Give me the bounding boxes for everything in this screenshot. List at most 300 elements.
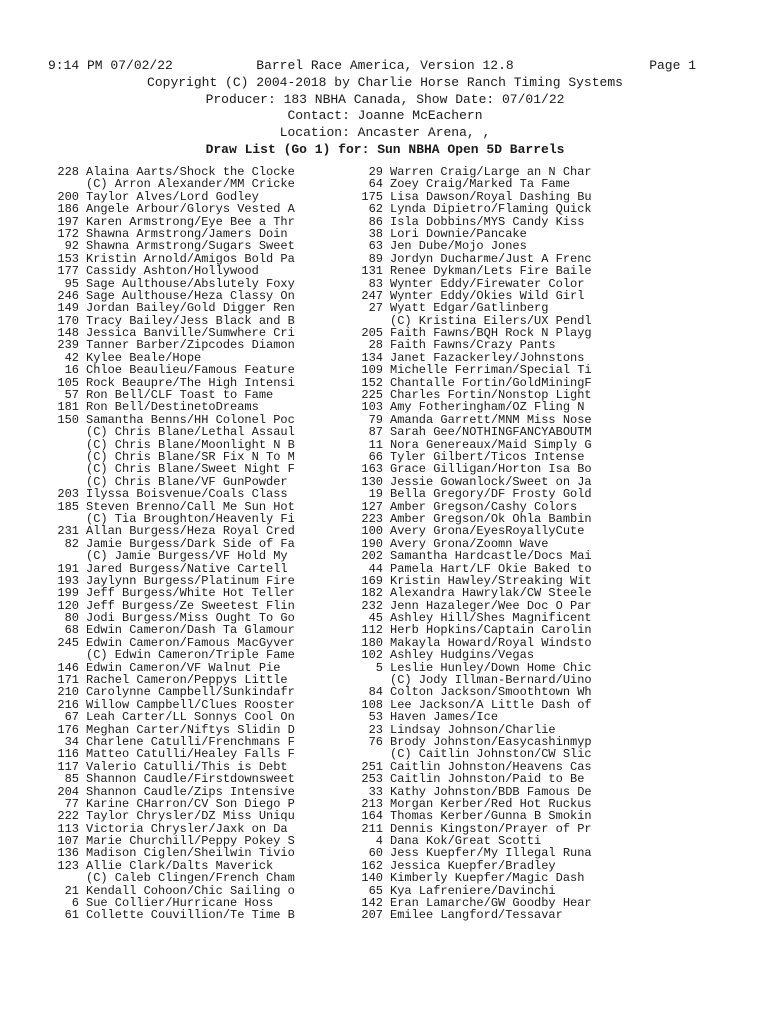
rider-horse: Dennis Kingston/Prayer of Pr <box>390 822 592 836</box>
draw-number: 207 <box>361 908 383 923</box>
draw-number: 163 <box>361 462 383 477</box>
draw-number: 86 <box>368 214 383 229</box>
draw-number: 150 <box>57 412 79 427</box>
draw-number <box>50 463 79 475</box>
draw-number: 33 <box>368 784 383 799</box>
rider-horse: Caitlin Johnston/Paid to Be <box>390 773 585 786</box>
rider-horse: Michelle Ferriman/Special Ti <box>390 364 592 377</box>
draw-entry <box>354 426 684 438</box>
draw-entry <box>354 191 684 203</box>
draw-number: 112 <box>361 623 383 638</box>
rider-horse: (C) Chris Blane/Sweet Night F <box>86 463 295 476</box>
draw-number: 228 <box>57 165 79 179</box>
draw-entry <box>50 860 380 872</box>
draw-number: 16 <box>64 363 79 378</box>
draw-entry <box>354 773 684 785</box>
draw-entry <box>354 662 684 674</box>
rider-horse: Sage Aulthouse/Heza Classy On <box>86 289 295 303</box>
draw-entry <box>50 823 380 835</box>
draw-list-left-column <box>50 166 380 922</box>
rider-horse: (C) Kristina Eilers/UX Pendl <box>390 314 592 328</box>
rider-horse: Jaylynn Burgess/Platinum Fire <box>86 574 295 588</box>
draw-number: 53 <box>368 710 383 725</box>
rider-horse: Sue Collier/Hurricane Hoss <box>86 897 274 910</box>
rider-horse: (C) Arron Alexander/MM Cricke <box>86 178 295 191</box>
draw-entry <box>354 339 684 351</box>
draw-entry <box>354 575 684 587</box>
draw-entry <box>354 699 684 711</box>
draw-entry <box>354 463 684 475</box>
rider-horse: Valerio Catulli/This is Debt <box>86 760 288 774</box>
draw-entry <box>50 909 380 921</box>
rider-horse: Allie Clark/Dalts Maverick <box>86 859 274 873</box>
draw-number: 247 <box>361 288 383 303</box>
draw-entry <box>50 525 380 537</box>
draw-entry <box>50 352 380 364</box>
draw-number: 225 <box>361 388 383 403</box>
rider-horse: Edwin Cameron/VF Walnut Pie <box>86 661 281 675</box>
draw-number: 180 <box>361 635 383 650</box>
rider-horse: Leslie Hunley/Down Home Chic <box>390 661 592 675</box>
rider-horse: Lori Downie/Pancake <box>390 227 527 241</box>
draw-entry <box>354 798 684 810</box>
rider-horse: Lynda Dipietro/Flaming Quick <box>390 203 592 216</box>
draw-number: 61 <box>64 908 79 923</box>
draw-number: 216 <box>57 697 79 712</box>
draw-number: 116 <box>57 747 79 762</box>
draw-entry <box>354 315 684 327</box>
producer-line: Producer: 183 NBHA Canada, Show Date: 07/01/22 <box>205 91 565 107</box>
rider-horse: Edwin Cameron/Dash Ta Glamour <box>86 624 295 637</box>
draw-number: 64 <box>368 177 383 192</box>
rider-horse: Morgan Kerber/Red Hot Ruckus <box>390 797 592 811</box>
rider-horse: Meghan Carter/Niftys Slidin D <box>86 723 295 736</box>
rider-horse: Angele Arbour/Glorys Vested A <box>86 203 295 216</box>
draw-entry <box>354 389 684 401</box>
rider-horse: Ashley Hudgins/Vegas <box>390 649 535 662</box>
draw-number <box>50 451 79 463</box>
draw-entry <box>50 612 380 624</box>
draw-number: 200 <box>57 189 79 204</box>
rider-horse: Colton Jackson/Smoothtown Wh <box>390 686 592 699</box>
draw-number: 176 <box>57 722 79 737</box>
draw-entry <box>354 538 684 550</box>
draw-entry <box>50 748 380 760</box>
rider-horse: (C) Caleb Clingen/French Cham <box>86 872 295 885</box>
rider-horse: Ron Bell/CLF Toast to Fame <box>86 389 274 402</box>
rider-horse: (C) Chris Blane/Lethal Assaul <box>86 426 295 439</box>
draw-entry <box>50 240 380 252</box>
draw-entry <box>354 550 684 562</box>
rider-horse: Faith Fawns/BQH Rock N Playg <box>390 327 592 340</box>
draw-entry <box>50 699 380 711</box>
draw-number: 57 <box>64 388 79 403</box>
draw-number: 19 <box>368 487 383 502</box>
draw-number: 142 <box>361 896 383 911</box>
draw-entry <box>50 761 380 773</box>
rider-horse: Amy Fotheringham/OZ Fling N <box>390 401 585 414</box>
rider-horse: Makayla Howard/Royal Windsto <box>390 636 592 650</box>
draw-number: 117 <box>57 759 79 774</box>
draw-list-title: Draw List (Go 1) for: Sun NBHA Open 5D Barrels <box>205 141 565 157</box>
draw-entry <box>50 736 380 748</box>
draw-number: 120 <box>57 598 79 613</box>
draw-number: 105 <box>57 375 79 390</box>
draw-entry <box>354 637 684 649</box>
rider-horse: Marie Churchill/Peppy Pokey S <box>86 835 295 848</box>
draw-entry <box>50 686 380 698</box>
draw-entry <box>50 773 380 785</box>
draw-number: 103 <box>361 400 383 415</box>
draw-number: 185 <box>57 499 79 514</box>
draw-number <box>50 178 79 190</box>
rider-horse: Jessica Banville/Sumwhere Cri <box>86 327 295 340</box>
rider-horse: Charlene Catulli/Frenchmans F <box>86 735 295 749</box>
draw-number <box>354 748 383 760</box>
rider-horse: Chloe Beaulieu/Famous Feature <box>86 364 295 377</box>
draw-entry <box>50 674 380 686</box>
draw-entry <box>50 600 380 612</box>
draw-number: 42 <box>64 350 79 365</box>
rider-horse: Faith Fawns/Crazy Pants <box>390 339 556 352</box>
rider-horse: Shannon Caudle/Firstdownsweet <box>86 773 295 786</box>
draw-number: 199 <box>57 586 79 601</box>
draw-entry <box>354 674 684 686</box>
draw-entry <box>50 364 380 376</box>
draw-number: 34 <box>64 734 79 749</box>
contact-line: Contact: Joanne McEachern <box>287 108 483 124</box>
rider-horse: Alexandra Hawrylak/CW Steele <box>390 587 592 600</box>
draw-number: 108 <box>361 697 383 712</box>
draw-entry <box>354 909 684 921</box>
draw-entry <box>354 265 684 277</box>
rider-horse: (C) Tia Broughton/Heavenly Fi <box>86 512 295 526</box>
rider-horse: Grace Gilligan/Horton Isa Bo <box>390 463 592 476</box>
draw-entry <box>50 178 380 190</box>
rider-horse: Tanner Barber/Zipcodes Diamon <box>86 339 295 352</box>
draw-number: 109 <box>361 363 383 378</box>
draw-entry <box>50 538 380 550</box>
draw-number: 231 <box>57 524 79 539</box>
rider-horse: Tracy Bailey/Jess Black and B <box>86 314 295 328</box>
draw-number: 87 <box>368 425 383 440</box>
draw-entry <box>354 290 684 302</box>
draw-number: 169 <box>361 573 383 588</box>
draw-entry <box>50 414 380 426</box>
draw-entry <box>354 897 684 909</box>
rider-horse: Kimberly Kuepfer/Magic Dash <box>390 872 585 885</box>
draw-entry <box>354 872 684 884</box>
draw-entry <box>50 253 380 265</box>
draw-number: 95 <box>64 276 79 291</box>
draw-entry <box>50 847 380 859</box>
draw-entry <box>354 228 684 240</box>
rider-horse: Jen Dube/Mojo Jones <box>390 240 527 253</box>
draw-entry <box>50 575 380 587</box>
rider-horse: Avery Grona/EyesRoyallyCute <box>390 525 585 538</box>
draw-number: 63 <box>368 239 383 254</box>
rider-horse: Taylor Chrysler/DZ Miss Uniqu <box>86 810 295 823</box>
draw-entry <box>354 711 684 723</box>
rider-horse: Ron Bell/DestinetoDreams <box>86 401 259 414</box>
draw-number: 232 <box>361 598 383 613</box>
draw-number: 190 <box>361 536 383 551</box>
rider-horse: Herb Hopkins/Captain Carolin <box>390 624 592 637</box>
rider-horse: (C) Edwin Cameron/Triple Fame <box>86 649 295 662</box>
draw-entry <box>50 550 380 562</box>
rider-horse: Ashley Hill/Shes Magnificent <box>390 612 592 625</box>
draw-entry <box>50 265 380 277</box>
rider-horse: (C) Chris Blane/Moonlight N B <box>86 438 295 451</box>
draw-entry <box>354 414 684 426</box>
rider-horse: Jordan Bailey/Gold Digger Ren <box>86 302 295 315</box>
draw-number: 213 <box>361 796 383 811</box>
draw-number: 153 <box>57 251 79 266</box>
rider-horse: Kristin Hawley/Streaking Wit <box>390 574 592 588</box>
rider-horse: Amanda Garrett/MNM Miss Nose <box>390 413 592 427</box>
draw-number: 127 <box>361 499 383 514</box>
draw-entry <box>50 897 380 909</box>
report-time: 9:14 PM 07/02/22 <box>48 58 173 73</box>
draw-number: 38 <box>368 226 383 241</box>
draw-entry <box>50 278 380 290</box>
rider-horse: Cassidy Ashton/Hollywood <box>86 265 259 278</box>
draw-number: 67 <box>64 710 79 725</box>
rider-horse: Janet Fazackerley/Johnstons <box>390 351 585 365</box>
draw-number: 245 <box>57 635 79 650</box>
draw-entry <box>354 860 684 872</box>
draw-entry <box>354 501 684 513</box>
draw-entry <box>354 885 684 897</box>
draw-entry <box>50 885 380 897</box>
draw-number: 89 <box>368 251 383 266</box>
draw-number: 251 <box>361 759 383 774</box>
draw-number: 131 <box>361 264 383 279</box>
rider-horse: Jeff Burgess/Ze Sweetest Flin <box>86 599 295 613</box>
draw-entry <box>354 203 684 215</box>
rider-horse: Zoey Craig/Marked Ta Fame <box>390 178 571 191</box>
draw-number: 113 <box>57 821 79 836</box>
draw-entry <box>50 587 380 599</box>
draw-number: 100 <box>361 524 383 539</box>
draw-entry <box>50 810 380 822</box>
draw-entry <box>354 253 684 265</box>
draw-entry <box>50 315 380 327</box>
draw-number: 123 <box>57 858 79 873</box>
draw-entry <box>354 216 684 228</box>
draw-number: 203 <box>57 487 79 502</box>
draw-number: 239 <box>57 338 79 353</box>
rider-horse: Jeff Burgess/White Hot Teller <box>86 587 295 600</box>
draw-entry <box>354 240 684 252</box>
rider-horse: (C) Jody Illman-Bernard/Uino <box>390 674 592 687</box>
draw-entry <box>354 352 684 364</box>
draw-number: 186 <box>57 202 79 217</box>
rider-horse: Edwin Cameron/Famous MacGyver <box>86 636 295 650</box>
rider-horse: Rachel Cameron/Peppys Little <box>86 674 288 687</box>
draw-number: 79 <box>368 412 383 427</box>
rider-horse: Dana Kok/Great Scotti <box>390 835 542 848</box>
draw-number: 253 <box>361 772 383 787</box>
rider-horse: Thomas Kerber/Gunna B Smokin <box>390 810 592 823</box>
draw-number: 66 <box>368 449 383 464</box>
draw-number: 140 <box>361 871 383 886</box>
draw-number: 60 <box>368 846 383 861</box>
rider-horse: Jared Burgess/Native Cartell <box>86 562 288 575</box>
draw-number: 130 <box>361 474 383 489</box>
draw-number: 211 <box>361 821 383 836</box>
draw-number <box>50 649 79 661</box>
draw-number: 83 <box>368 276 383 291</box>
draw-entry <box>50 724 380 736</box>
draw-number: 29 <box>368 165 383 179</box>
draw-entry <box>354 724 684 736</box>
draw-entry <box>50 216 380 228</box>
app-version: Barrel Race America, Version 12.8 <box>256 58 514 73</box>
rider-horse: Renee Dykman/Lets Fire Baile <box>390 265 592 278</box>
draw-entry <box>50 711 380 723</box>
draw-number: 4 <box>375 834 383 849</box>
draw-number: 164 <box>361 809 383 824</box>
draw-entry <box>50 451 380 463</box>
draw-entry <box>50 463 380 475</box>
draw-entry <box>50 513 380 525</box>
rider-horse: Kya Lafreniere/Davinchi <box>390 884 556 898</box>
rider-horse: Lee Jackson/A Little Dash of <box>390 698 592 712</box>
draw-number: 11 <box>368 437 383 452</box>
rider-horse: Kathy Johnston/BDB Famous De <box>390 785 592 798</box>
draw-number: 197 <box>57 214 79 229</box>
draw-number: 80 <box>64 611 79 626</box>
rider-horse: Madison Ciglen/Sheilwin Tivio <box>86 847 295 860</box>
draw-entry <box>354 649 684 661</box>
rider-horse: Emilee Langford/Tessavar <box>390 909 563 922</box>
rider-horse: Wynter Eddy/Okies Wild Girl <box>390 289 585 303</box>
draw-entry <box>354 686 684 698</box>
rider-horse: Shannon Caudle/Zips Intensive <box>86 785 295 798</box>
rider-horse: Amber Gregson/Cashy Colors <box>390 500 578 513</box>
draw-number: 205 <box>361 326 383 341</box>
draw-number: 175 <box>361 189 383 204</box>
rider-horse: Haven James/Ice <box>390 711 499 724</box>
draw-entry <box>50 166 380 178</box>
draw-number: 27 <box>368 301 383 316</box>
draw-entry <box>354 810 684 822</box>
draw-number: 45 <box>368 611 383 626</box>
draw-number: 85 <box>64 772 79 787</box>
rider-horse: Wyatt Edgar/Gatlinberg <box>390 302 549 315</box>
draw-number: 84 <box>368 685 383 700</box>
rider-horse: Matteo Catulli/Healey Falls F <box>86 748 295 761</box>
location-line: Location: Ancaster Arena, , <box>279 125 491 141</box>
rider-horse: Tyler Gilbert/Ticos Intense <box>390 450 585 464</box>
draw-entry <box>50 624 380 636</box>
rider-horse: Brody Johnston/Easycashinmyp <box>390 735 592 749</box>
report-header <box>0 58 770 159</box>
rider-horse: Isla Dobbins/MYS Candy Kiss <box>390 215 585 228</box>
copyright-line: Copyright (C) 2004-2018 by Charlie Horse Ranch Timing Systems <box>147 74 623 90</box>
rider-horse: Charles Fortin/Nonstop Light <box>390 389 592 402</box>
rider-horse: Leah Carter/LL Sonnys Cool On <box>86 711 295 724</box>
draw-number: 92 <box>64 239 79 254</box>
rider-horse: Kristin Arnold/Amigos Bold Pa <box>86 252 295 266</box>
draw-entry <box>354 327 684 339</box>
draw-entry <box>50 389 380 401</box>
draw-entry <box>354 587 684 599</box>
draw-entry <box>50 786 380 798</box>
rider-horse: Jess Kuepfer/My Illegal Runa <box>390 847 592 860</box>
draw-entry <box>354 823 684 835</box>
rider-horse: Samantha Hardcastle/Docs Mai <box>390 550 592 563</box>
draw-number: 162 <box>361 858 383 873</box>
draw-number: 134 <box>361 350 383 365</box>
draw-entry <box>354 166 684 178</box>
rider-horse: (C) Chris Blane/VF GunPowder <box>86 475 288 489</box>
rider-horse: Chantalle Fortin/GoldMiningF <box>390 376 592 390</box>
draw-number: 193 <box>57 573 79 588</box>
rider-horse: Samantha Benns/HH Colonel Poc <box>86 413 295 427</box>
rider-horse: Rock Beaupre/The High Intensi <box>86 376 295 390</box>
draw-number: 152 <box>361 375 383 390</box>
rider-horse: Collette Couvillion/Te Time B <box>86 909 295 922</box>
draw-number <box>50 872 79 884</box>
rider-horse: Allan Burgess/Heza Royal Cred <box>86 525 295 538</box>
page-number: Page 1 <box>649 58 696 73</box>
draw-entry <box>354 736 684 748</box>
draw-number: 222 <box>57 809 79 824</box>
draw-entry <box>354 513 684 525</box>
draw-entry <box>354 748 684 760</box>
draw-number <box>50 439 79 451</box>
draw-entry <box>50 439 380 451</box>
rider-horse: Kendall Cohoon/Chic Sailing o <box>86 884 295 898</box>
draw-entry <box>50 302 380 314</box>
draw-entry <box>50 501 380 513</box>
draw-entry <box>50 872 380 884</box>
draw-number: 107 <box>57 834 79 849</box>
draw-entry <box>50 290 380 302</box>
rider-horse: Warren Craig/Large an N Char <box>390 166 592 179</box>
draw-number: 149 <box>57 301 79 316</box>
rider-horse: Jessica Kuepfer/Bradley <box>390 859 556 873</box>
draw-entry <box>50 191 380 203</box>
rider-horse: Sage Aulthouse/Abslutely Foxy <box>86 277 295 290</box>
rider-horse: Nora Genereaux/Maid Simply G <box>390 438 592 451</box>
rider-horse: Shawna Armstrong/Sugars Sweet <box>86 240 295 253</box>
draw-entry <box>354 761 684 773</box>
draw-entry <box>354 302 684 314</box>
draw-number: 65 <box>368 883 383 898</box>
draw-number: 77 <box>64 796 79 811</box>
rider-horse: Kylee Beale/Hope <box>86 351 202 365</box>
draw-entry <box>354 786 684 798</box>
draw-number <box>50 550 79 562</box>
draw-entry <box>50 339 380 351</box>
rider-horse: Lindsay Johnson/Charlie <box>390 723 556 736</box>
draw-number: 23 <box>368 722 383 737</box>
draw-entry <box>354 401 684 413</box>
rider-horse: Jamie Burgess/Dark Side of Fa <box>86 537 295 551</box>
draw-entry <box>354 847 684 859</box>
rider-horse: Victoria Chrysler/Jaxk on Da <box>86 822 288 836</box>
rider-horse: Sarah Gee/NOTHINGFANCYABOUTM <box>390 426 592 439</box>
draw-number: 172 <box>57 226 79 241</box>
rider-horse: Taylor Alves/Lord Godley <box>86 190 259 204</box>
draw-number: 181 <box>57 400 79 415</box>
draw-number: 146 <box>57 660 79 675</box>
rider-horse: (C) Chris Blane/SR Fix N To M <box>86 450 295 464</box>
draw-number: 82 <box>64 536 79 551</box>
